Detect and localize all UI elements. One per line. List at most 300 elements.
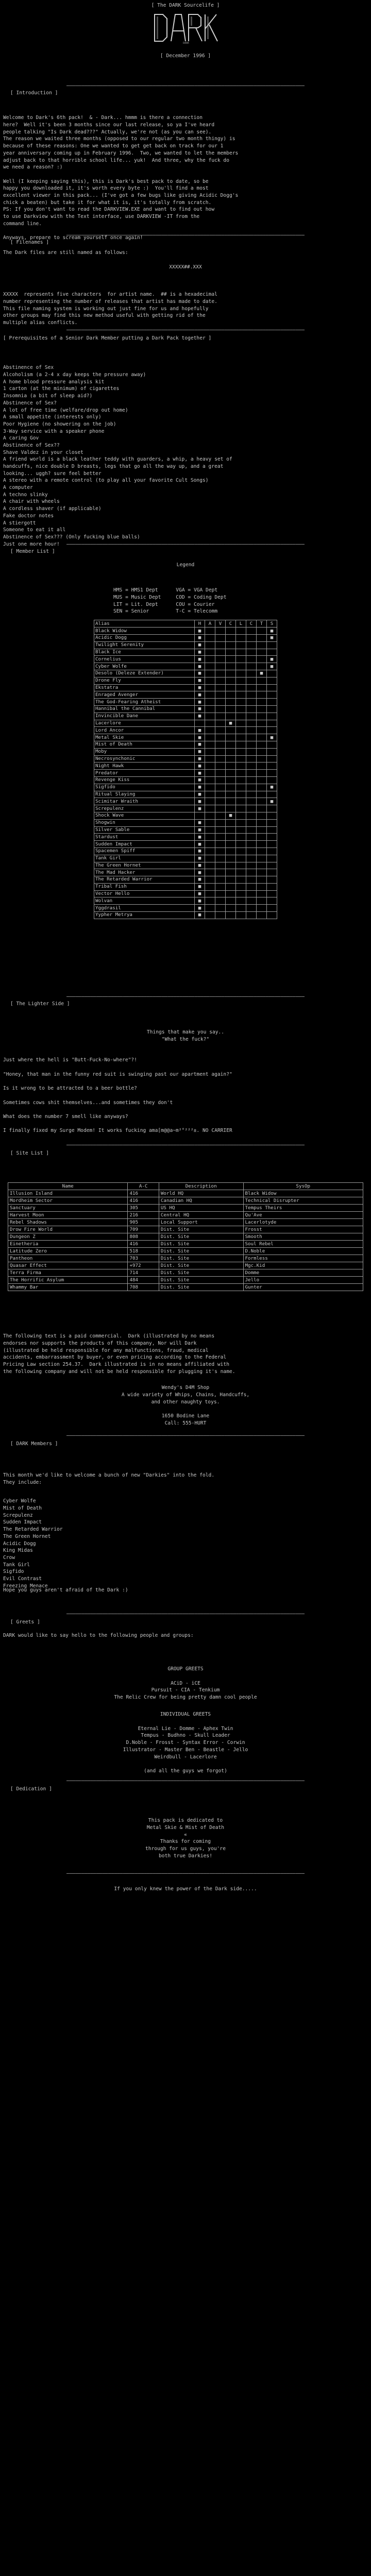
member-dept-cell [205, 628, 215, 635]
member-dept-cell [215, 841, 226, 848]
site-row [8, 1205, 363, 1212]
member-dept-cell [257, 834, 267, 841]
member-dept-cell [267, 649, 277, 656]
member-dept-cell: ■ [226, 720, 236, 727]
member-dept-cell [205, 784, 215, 791]
member-dept-cell: ■ [195, 897, 205, 905]
member-dept-cell [246, 628, 257, 635]
member-dept-cell: ■ [195, 883, 205, 890]
dedication-title: [ Dedication ] [10, 1786, 52, 1792]
site-cell: Tempus Theirs [243, 1205, 363, 1212]
member-dept-cell [246, 905, 257, 912]
sitelist-notice: The following text is a paid commercial. Dark (illustrated by no means endorses nor supports the products of this company, Nor will Dark (illustrated be held responsible for any malfunctions, fraud, medical accidents, embarrassment by buyer, or even pricing according to the Federal Pricing Law section 254.37. Dark illustrated is in no means affiliated with the following company and will not be held responsible for plugging it's name. [3, 1333, 235, 1375]
member-dept-cell [236, 862, 246, 869]
site-cell: 905 [128, 1219, 159, 1226]
member-dept-cell [257, 905, 267, 912]
site-table-header [8, 1183, 363, 1190]
member-dept-cell [236, 734, 246, 741]
member-row [94, 883, 277, 890]
member-row [94, 791, 277, 798]
member-row [94, 720, 277, 727]
member-dept-cell: ■ [195, 770, 205, 777]
site-row [8, 1241, 363, 1248]
member-dept-cell [246, 798, 257, 805]
member-dept-cell [215, 649, 226, 656]
member-row [94, 734, 277, 741]
member-dept-cell [257, 684, 267, 691]
site-cell: 416 [128, 1190, 159, 1197]
member-dept-cell [236, 635, 246, 642]
site-cell: Qu'Ave [243, 1212, 363, 1219]
member-dept-cell [236, 876, 246, 884]
member-dept-cell [236, 848, 246, 855]
member-alias: Revenge Kiss [94, 776, 195, 784]
member-alias: The God-Fearing Atheist [94, 699, 195, 706]
legend-title: Legend [176, 562, 195, 568]
dark-ansi-logo [153, 11, 220, 44]
member-dept-cell [226, 805, 236, 812]
site-cell: Soul Rebel [243, 1241, 363, 1248]
member-dept-cell [205, 762, 215, 770]
member-dept-cell: ■ [195, 705, 205, 713]
member-row [94, 826, 277, 834]
member-dept-cell [236, 770, 246, 777]
col-header: A [205, 620, 215, 628]
member-dept-cell [215, 819, 226, 826]
member-dept-cell [226, 905, 236, 912]
site-cell: World HQ [159, 1190, 243, 1197]
member-dept-cell: ■ [195, 834, 205, 841]
member-dept-cell [257, 855, 267, 862]
member-dept-cell [215, 776, 226, 784]
member-dept-cell [226, 755, 236, 762]
footer-line: If you only knew the power of the Dark side..... [114, 1886, 257, 1892]
member-dept-cell [246, 734, 257, 741]
member-dept-cell [205, 699, 215, 706]
member-dept-cell [215, 663, 226, 670]
site-cell: Dist. Site [159, 1255, 243, 1262]
member-dept-cell [267, 670, 277, 677]
member-dept-cell: ■ [195, 784, 205, 791]
site-cell: Mgc.Kid [243, 1262, 363, 1269]
member-dept-cell [215, 734, 226, 741]
dedication-text: This pack is dedicated to Metal Skie & Mist of Death « Thanks for coming through for us guys, you're both true Darkies! [145, 1818, 226, 1859]
sitelist-ad: Wendy's D4M Shop A wide variety of Whips, Chains, Handcuffs, and other naughty toys. 1650 Bodine Lane Call: 555-HURT [121, 1385, 250, 1426]
member-grid [94, 620, 277, 919]
member-dept-cell: ■ [195, 762, 205, 770]
member-dept-cell [215, 890, 226, 897]
site-col-header: A-C [128, 1183, 159, 1190]
site-cell: Dist. Site [159, 1262, 243, 1269]
member-alias: Predator [94, 770, 195, 777]
member-row [94, 834, 277, 841]
member-dept-cell [257, 649, 267, 656]
site-cell: 808 [128, 1233, 159, 1241]
member-row [94, 635, 277, 642]
member-row [94, 855, 277, 862]
darkmembers-intro: This month we'd like to welcome a bunch of new "Darkies" into the fold. They include: [3, 1472, 215, 1486]
member-dept-cell [257, 691, 267, 699]
col-header: H [195, 620, 205, 628]
member-row [94, 727, 277, 734]
section-divider: ———————————————————————————————————————————————————————————————————————————————— [66, 1871, 305, 1876]
member-dept-cell: ■ [195, 841, 205, 848]
member-dept-cell [267, 819, 277, 826]
member-dept-cell [215, 897, 226, 905]
member-dept-cell: ■ [195, 805, 205, 812]
member-dept-cell [257, 869, 267, 876]
site-cell: Dist. Site [159, 1284, 243, 1291]
member-grid-wrap [0, 606, 371, 933]
darkmembers-title: [ DARK Members ] [10, 1441, 58, 1447]
member-dept-cell [257, 713, 267, 720]
member-dept-cell [267, 905, 277, 912]
member-alias: Vector Hello [94, 890, 195, 897]
member-dept-cell [267, 699, 277, 706]
member-dept-cell: ■ [195, 869, 205, 876]
member-dept-cell [226, 848, 236, 855]
lighter-text: Just where the hell is "Butt-Fuck-No-where"?! "Honey, that man in the funny red suit is swinging past our apartment again?" Is it wrong to be attracted to a beer bottle? Sometimes cows shit themselves...and sometimes they don't What does the number 7 smell like anyways? I finally fixed my Surge Modem! It works fucking ama[m@@a~m²°²²²±. NO CARRIER [3, 1057, 232, 1134]
member-dept-cell [205, 755, 215, 762]
member-dept-cell [226, 869, 236, 876]
member-alias: Yggdrasil [94, 905, 195, 912]
member-dept-cell [246, 720, 257, 727]
member-row [94, 691, 277, 699]
individual-greets: INDIVIDUAL GREETS Eternal Lie - Domme - Aphex Twin Tempus - Budhno - Skull Leader D.Noble - Frosst - Syntax Error - Corwin Illustrator - Master Ben - Beastle - Jello Weirdbull - Lacerlore (and all the guys we forgot) [123, 1711, 248, 1774]
member-dept-cell [205, 748, 215, 755]
member-dept-cell [267, 705, 277, 713]
member-dept-cell [236, 834, 246, 841]
site-cell: Dungeon Z [8, 1233, 128, 1241]
member-alias: Spacemen Spiff [94, 848, 195, 855]
member-dept-cell [226, 649, 236, 656]
member-dept-cell [226, 841, 236, 848]
member-dept-cell: ■ [257, 670, 267, 677]
member-dept-cell [267, 727, 277, 734]
member-alias: Moby [94, 748, 195, 755]
member-alias: Lacerlore [94, 720, 195, 727]
member-dept-cell [257, 805, 267, 812]
filenames-intro: The Dark files are still named as follows: [3, 250, 128, 256]
member-dept-cell [215, 812, 226, 819]
member-dept-cell [257, 897, 267, 905]
prereq-list: Abstinence of Sex Alcoholism (a 2-4 x day keeps the pressure away) A home blood pressure analysis kit 1 carton (at the minimum) of cigarettes Insomnia (a bit of sleep aid?) Abstinence of Sex? A lot of free time (welfare/drop out home) A small appetite (interests only) Poor Hygiene (no showering on the job) 3-Way service with a speaker phone A caring Gov Abstinence of Sex?? Shave Valdez in your closet A friend world is a black leather teddy with guarders, a whip, a heavy set of handcuffs, nice double D breasts, legs that go all the way up, and a great looking... uggh? sure feel better A stereo with a remote control (to play all your favorite Cult Songs) A computer A techno slinky A chair with wheels A cordless shaver (if applicable) Fake doctor notes A stiergott Someone to eat it all Abstinence of Sex??? (Only fucking blue balls) Just one more hour! [3, 365, 232, 547]
site-cell: Dist. Site [159, 1241, 243, 1248]
member-dept-cell [246, 677, 257, 684]
site-row [8, 1197, 363, 1205]
member-dept-cell: ■ [195, 862, 205, 869]
member-dept-cell [205, 805, 215, 812]
member-dept-cell: ■ [195, 798, 205, 805]
member-dept-cell [205, 876, 215, 884]
member-dept-cell [205, 670, 215, 677]
member-dept-cell [205, 663, 215, 670]
member-alias: Acidic Dogg [94, 635, 195, 642]
member-dept-cell [236, 699, 246, 706]
member-dept-cell [226, 776, 236, 784]
member-dept-cell [226, 684, 236, 691]
member-dept-cell [246, 741, 257, 748]
member-dept-cell [205, 848, 215, 855]
memberlist-title: [ Member List ] [10, 549, 55, 554]
member-dept-cell [257, 883, 267, 890]
member-dept-cell [257, 628, 267, 635]
member-dept-cell [236, 826, 246, 834]
member-dept-cell [246, 819, 257, 826]
site-row [8, 1269, 363, 1277]
member-dept-cell [267, 762, 277, 770]
member-dept-cell [267, 720, 277, 727]
member-dept-cell [267, 826, 277, 834]
member-dept-cell [246, 784, 257, 791]
site-cell: Technical Disrupter [243, 1197, 363, 1205]
member-dept-cell [205, 734, 215, 741]
member-dept-cell [215, 755, 226, 762]
member-row [94, 755, 277, 762]
member-row [94, 713, 277, 720]
member-dept-cell [215, 684, 226, 691]
site-row [8, 1277, 363, 1284]
member-dept-cell [205, 705, 215, 713]
member-dept-cell [236, 641, 246, 649]
member-alias: Necrosynchonic [94, 755, 195, 762]
member-row [94, 649, 277, 656]
member-dept-cell [236, 784, 246, 791]
site-row [8, 1233, 363, 1241]
col-header: T [257, 620, 267, 628]
member-dept-cell: ■ [195, 727, 205, 734]
member-dept-cell [226, 628, 236, 635]
member-dept-cell [236, 912, 246, 919]
member-alias: Metal Skie [94, 734, 195, 741]
member-alias: Cornelius [94, 656, 195, 663]
member-dept-cell: ■ [195, 876, 205, 884]
member-row [94, 677, 277, 684]
member-dept-cell [226, 819, 236, 826]
section-divider: ———————————————————————————————————————————————————————————————————————————————— [66, 1778, 305, 1784]
member-dept-cell [246, 897, 257, 905]
member-alias: Wolvan [94, 897, 195, 905]
member-row [94, 705, 277, 713]
site-table [8, 1182, 363, 1291]
member-dept-cell [257, 798, 267, 805]
site-cell: Formless [243, 1255, 363, 1262]
site-cell: Frosst [243, 1226, 363, 1233]
member-dept-cell [205, 677, 215, 684]
member-row [94, 876, 277, 884]
member-dept-cell [215, 699, 226, 706]
member-dept-cell [215, 656, 226, 663]
member-dept-cell [236, 897, 246, 905]
site-cell: Dist. Site [159, 1233, 243, 1241]
member-dept-cell [246, 912, 257, 919]
greets-intro: DARK would like to say hello to the following people and groups: [3, 1633, 194, 1638]
member-dept-cell [205, 855, 215, 862]
member-alias: Mist of Death [94, 741, 195, 748]
member-dept-cell [226, 784, 236, 791]
member-dept-cell [257, 812, 267, 819]
site-cell: Dist. Site [159, 1277, 243, 1284]
col-header: C [226, 620, 236, 628]
member-dept-cell [215, 635, 226, 642]
member-row [94, 897, 277, 905]
member-dept-cell [267, 755, 277, 762]
member-dept-cell [267, 848, 277, 855]
member-row [94, 869, 277, 876]
member-dept-cell: ■ [195, 748, 205, 755]
member-dept-cell [246, 855, 257, 862]
member-dept-cell [236, 684, 246, 691]
site-cell: 714 [128, 1269, 159, 1277]
member-dept-cell: ■ [195, 734, 205, 741]
member-dept-cell [267, 677, 277, 684]
member-dept-cell [215, 826, 226, 834]
member-dept-cell [205, 897, 215, 905]
member-dept-cell [226, 897, 236, 905]
member-dept-cell [267, 876, 277, 884]
member-alias: Black Widow [94, 628, 195, 635]
member-dept-cell [267, 812, 277, 819]
member-dept-cell [257, 699, 267, 706]
lighter-title: [ The Lighter Side ] [10, 1001, 70, 1007]
member-dept-cell [246, 641, 257, 649]
member-dept-cell [226, 826, 236, 834]
member-row [94, 862, 277, 869]
member-row [94, 748, 277, 755]
member-dept-cell [205, 812, 215, 819]
site-cell: Pantheon [8, 1255, 128, 1262]
member-row [94, 805, 277, 812]
member-dept-cell: ■ [195, 890, 205, 897]
member-dept-cell: ■ [195, 848, 205, 855]
col-header: L [236, 620, 246, 628]
member-dept-cell [246, 848, 257, 855]
member-dept-cell [246, 713, 257, 720]
member-dept-cell [246, 635, 257, 642]
member-dept-cell [236, 855, 246, 862]
member-dept-cell [257, 841, 267, 848]
site-row [8, 1212, 363, 1219]
member-dept-cell: ■ [195, 641, 205, 649]
site-cell: Rebel Shadows [8, 1219, 128, 1226]
member-dept-cell [215, 862, 226, 869]
member-alias: Black Ice [94, 649, 195, 656]
member-dept-cell [215, 628, 226, 635]
member-alias: Silver Sable [94, 826, 195, 834]
member-dept-cell [236, 776, 246, 784]
member-dept-cell [205, 691, 215, 699]
member-dept-cell [246, 755, 257, 762]
member-dept-cell [226, 741, 236, 748]
member-alias: Ritual Slaying [94, 791, 195, 798]
member-dept-cell [267, 770, 277, 777]
member-dept-cell [205, 656, 215, 663]
member-dept-cell: ■ [267, 663, 277, 670]
member-dept-cell [246, 869, 257, 876]
member-dept-cell [257, 720, 267, 727]
member-alias: The Green Hornet [94, 862, 195, 869]
section-divider: ———————————————————————————————————————————————————————————————————————————————— [66, 232, 305, 238]
member-alias: Shogwin [94, 819, 195, 826]
darkmembers-outro: Hope you guys aren't afraid of the Dark :) [3, 1587, 128, 1593]
member-row [94, 663, 277, 670]
member-row [94, 770, 277, 777]
member-dept-cell [267, 805, 277, 812]
member-dept-cell: ■ [195, 628, 205, 635]
member-dept-cell [267, 641, 277, 649]
member-alias: Scimitar Wraith [94, 798, 195, 805]
site-cell: Einetheria [8, 1241, 128, 1248]
member-dept-cell [215, 770, 226, 777]
member-dept-cell [257, 734, 267, 741]
member-dept-cell [257, 727, 267, 734]
member-dept-cell: ■ [195, 776, 205, 784]
member-dept-cell [205, 635, 215, 642]
greets-title: [ Greets ] [10, 1619, 40, 1625]
member-dept-cell [226, 663, 236, 670]
member-dept-cell: ■ [195, 691, 205, 699]
member-dept-cell [205, 890, 215, 897]
member-dept-cell [267, 912, 277, 919]
member-row [94, 641, 277, 649]
section-divider: ———————————————————————————————————————————————————————————————————————————————— [66, 1433, 305, 1438]
member-dept-cell [257, 705, 267, 713]
member-dept-cell [257, 641, 267, 649]
member-grid-header [94, 620, 277, 628]
member-dept-cell [236, 713, 246, 720]
member-dept-cell [205, 798, 215, 805]
member-dept-cell [257, 663, 267, 670]
member-dept-cell [215, 855, 226, 862]
member-dept-cell [236, 755, 246, 762]
site-cell: Mordheim Sector [8, 1197, 128, 1205]
member-dept-cell [257, 762, 267, 770]
member-alias: The Mad Hacker [94, 869, 195, 876]
site-cell: 416 [128, 1197, 159, 1205]
member-dept-cell [257, 656, 267, 663]
svg-text:DARK: DARK [182, 42, 190, 44]
member-dept-cell [257, 677, 267, 684]
member-dept-cell: ■ [195, 677, 205, 684]
member-dept-cell [236, 741, 246, 748]
intro-text: Welcome to Dark's 6th pack! & - Dark... hmmm is there a connection here? Well it's been 3 months since our last release, so ya I've heard people talking "Is Dark dead???" Actually, we're not (as you can see). The reason we waited three months (opposed to our regular two month thingy) is because of these reasons: One we wanted to get get back on track for our 1 year anniversary coming up in February 1996. Two, we wanted to let the members adjust back to that horrible school life... yuk! And three, why the fuck do we need a reason? :) Well (I keeping saying this), this is Dark's best pack to date, so be happy you downloaded it, it's worth every byte :) You'll find a most excellent viewer in this pack... (I've got a few bugs like giving Acidic Dogg's chick a beaten) but take it for what it is, it's totally from scratch. PS: If you don't want to read the DARKVIEW.EXE and want to find out how to use Darkview with the Text interface, use DARKVIEW -IT from the command line. Anyways, prepare to scream yourself once again! [3, 115, 239, 241]
member-dept-cell [205, 684, 215, 691]
member-alias: Night Hawk [94, 762, 195, 770]
member-alias: Yypher Metrya [94, 912, 195, 919]
member-dept-cell [267, 897, 277, 905]
member-dept-cell [215, 912, 226, 919]
member-dept-cell [226, 890, 236, 897]
member-row [94, 890, 277, 897]
site-row [8, 1262, 363, 1269]
member-dept-cell: ■ [267, 798, 277, 805]
member-dept-cell [226, 912, 236, 919]
member-dept-cell: ■ [195, 819, 205, 826]
member-dept-cell: ■ [195, 684, 205, 691]
member-row [94, 776, 277, 784]
col-header: V [215, 620, 226, 628]
member-dept-cell [246, 691, 257, 699]
member-alias: Screpulenz [94, 805, 195, 812]
member-dept-cell [226, 834, 236, 841]
member-dept-cell [236, 869, 246, 876]
site-cell: Jello [243, 1277, 363, 1284]
member-dept-cell: ■ [195, 713, 205, 720]
header-date: [ December 1996 ] [160, 53, 211, 59]
member-dept-cell [205, 869, 215, 876]
site-cell: +972 [128, 1262, 159, 1269]
member-row [94, 812, 277, 819]
